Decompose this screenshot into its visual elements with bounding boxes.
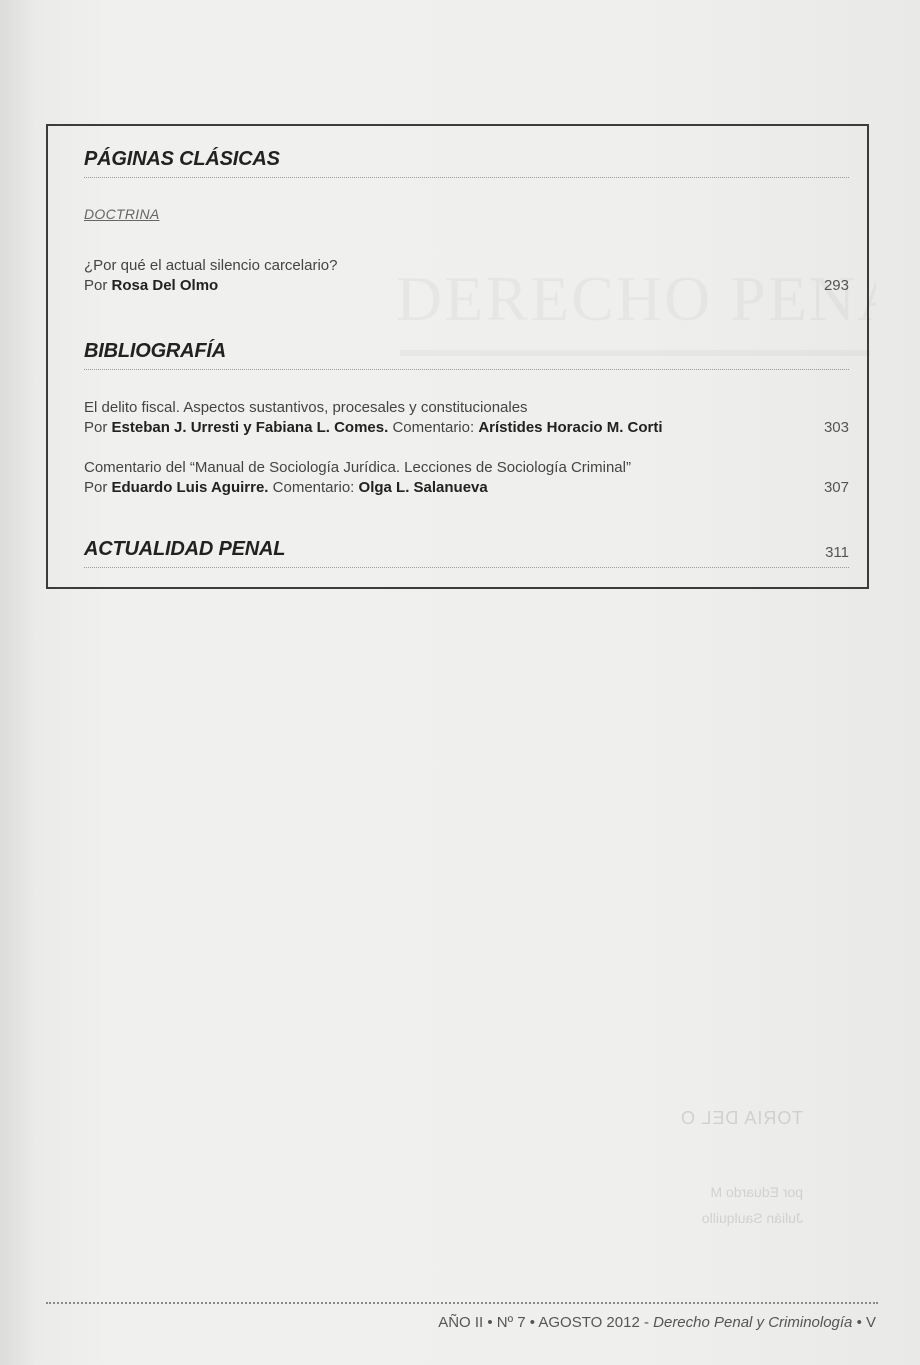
section-title: ACTUALIDAD PENAL (84, 538, 286, 560)
bleed-line: Julián Saulquillo (701, 1210, 804, 1226)
toc-entry[interactable] (84, 458, 849, 498)
section-paginas-clasicas (84, 148, 849, 178)
entry-title: Comentario del “Manual de Sociología Jurídica. Lecciones de Sociología Criminal” (84, 459, 631, 476)
footer-issue: AÑO II • Nº 7 • AGOSTO 2012 - (438, 1314, 654, 1331)
entry-author-line (84, 418, 849, 438)
entry-page-number: 307 (823, 479, 849, 496)
comment-label: Comentario: (388, 419, 479, 436)
entry-author-line (84, 276, 849, 296)
toc-entry[interactable] (84, 398, 849, 438)
entry-title: ¿Por qué el actual silencio carcelario? (84, 257, 338, 274)
footer-publication: Derecho Penal y Criminología (653, 1314, 853, 1331)
entry-author: Rosa Del Olmo (111, 277, 219, 294)
page-footer (438, 1314, 876, 1331)
entry-author: Esteban J. Urresti y Fabiana L. Comes. (111, 419, 389, 436)
section-title[interactable]: BIBLIOGRAFÍA (84, 340, 227, 362)
entry-commentator: Olga L. Salanueva (358, 479, 488, 496)
entry-page-number: 303 (823, 419, 849, 436)
entry-page-number: 293 (823, 277, 849, 294)
bleed-line: por Eduardo M (710, 1184, 804, 1200)
section-actualidad-penal[interactable] (84, 538, 849, 568)
comment-label: Comentario: (268, 479, 359, 496)
footer-rule (46, 1302, 878, 1304)
author-prefix: Por (84, 479, 112, 496)
entry-title: El delito fiscal. Aspectos sustantivos, procesales y constitucionales (84, 399, 528, 416)
author-prefix: Por (84, 277, 112, 294)
section-bibliografia (84, 340, 849, 370)
entry-author: Eduardo Luis Aguirre. (111, 479, 269, 496)
subsection-doctrina: DOCTRINA (84, 206, 160, 222)
toc-entry[interactable] (84, 256, 849, 296)
bleed-through-text (680, 1105, 803, 1231)
bleed-line: TORIA DEL O (680, 1108, 804, 1128)
section-page-number: 311 (825, 544, 849, 561)
entry-author-line (84, 478, 849, 498)
table-of-contents (46, 124, 869, 589)
section-title[interactable]: PÁGINAS CLÁSICAS (84, 148, 280, 170)
entry-commentator: Arístides Horacio M. Corti (478, 419, 663, 436)
footer-page: • V (852, 1314, 876, 1331)
author-prefix: Por (84, 419, 112, 436)
